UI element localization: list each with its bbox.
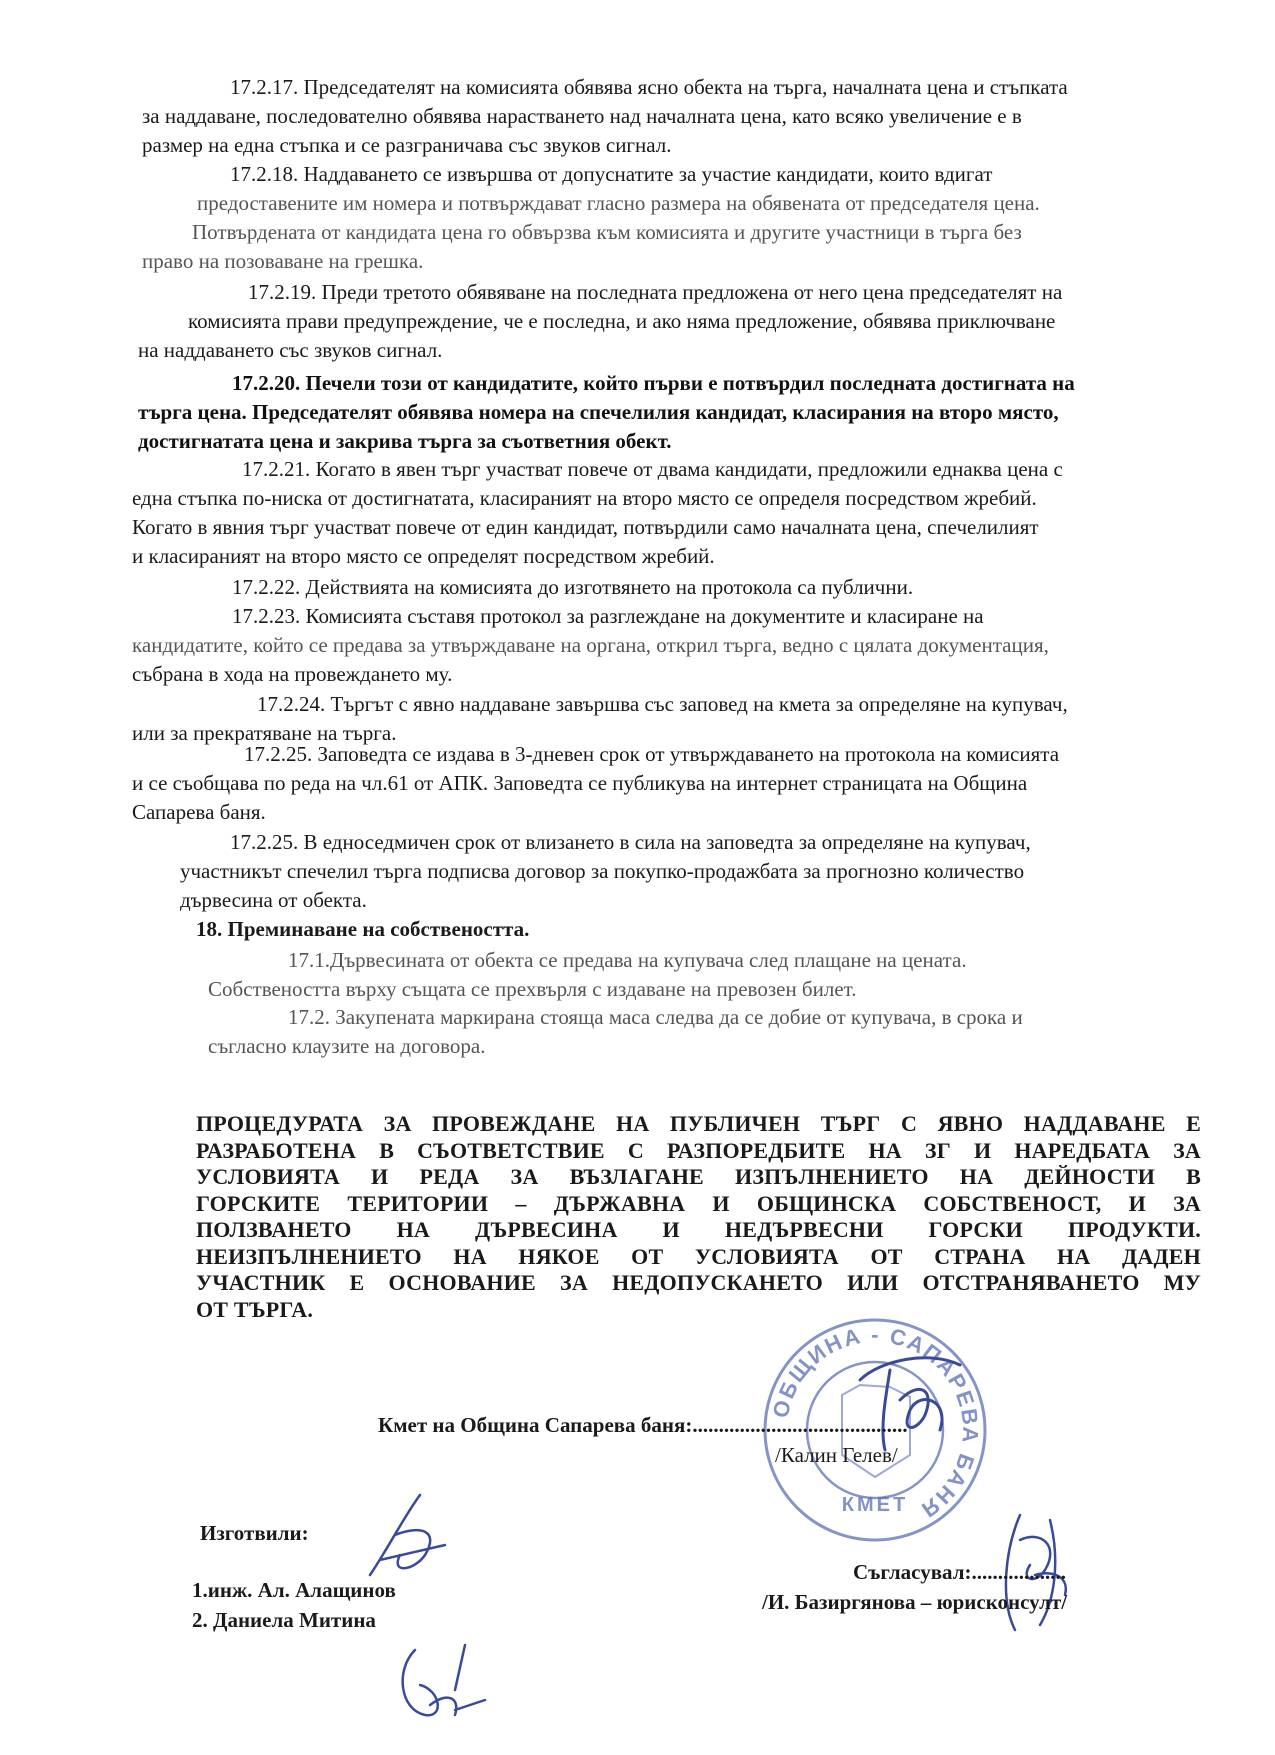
text-line: предоставените им номера и потвърждават гласно размера на обявената от председателя цена. (197, 191, 1040, 215)
text-line: събрана в хода на провеждането му. (132, 662, 453, 686)
text-line: 17.2.24. Търгът с явно наддаване завършва със заповед на кмета за определяне на купувач, (257, 692, 1068, 716)
text-line: съгласно клаузите на договора. (208, 1034, 486, 1058)
notice-line: НЕИЗПЪЛНЕНИЕТО НА НЯКОЕ ОТ УСЛОВИЯТА ОТ СТРАНА НА ДАДЕН (196, 1243, 1201, 1269)
text-line: кандидатите, който се предава за утвърждаване на органа, открил търга, ведно с цялата документация, (132, 633, 1049, 657)
procedure-notice (196, 1111, 1201, 1323)
text-line: право на позоваване на грешка. (142, 249, 424, 273)
text-line: Собствеността върху същата се прехвърля с издаване на превозен билет. (208, 977, 857, 1001)
paragraph-17-2 (208, 1003, 1198, 1061)
text-line: 17.2.25. В едноседмичен срок от влизането в сила на заповедта за определяне на купувач, (230, 830, 1031, 854)
text-line: Потвърдената от кандидата цена го обвързва към комисията и другите участници в търга без (192, 220, 1022, 244)
text-line: 17.2.21. Когато в явен търг участват повече от двама кандидати, предложили еднаква цена с (242, 457, 1063, 481)
text-line: 17.2.18. Наддаването се извършва от допуснатите за участие кандидати, които вдигат (230, 162, 993, 186)
text-line: дървесина от обекта. (180, 888, 367, 912)
text-line: Сапарева баня. (132, 800, 266, 824)
notice-line: РАЗРАБОТЕНА В СЪОТВЕТСТВИЕ С РАЗПОРЕДБИТЕ НА ЗГ И НАРЕДБАТА ЗА (196, 1137, 1201, 1163)
prepared-by-label: Изготвили: (200, 1521, 309, 1545)
paragraph-17-2-19 (138, 278, 1248, 365)
text-line: или за прекратяване на търга. (132, 721, 397, 745)
paragraph-17-2-20 (138, 369, 1248, 456)
text-line: и се съобщава по реда на чл.61 от АПК. Заповедта се публикува на интернет страницата на Община (132, 771, 1028, 795)
notice-line: ГОРСКИТЕ ТЕРИТОРИИ – ДЪРЖАВНА И ОБЩИНСКА СОБСТВЕНОСТ, И ЗА (196, 1190, 1201, 1216)
text-line: и класираният на второ място се определят посредством жребий. (132, 544, 715, 568)
stamp-center-text: КМЕТ (841, 1494, 909, 1516)
notice-line: УЧАСТНИК Е ОСНОВАНИЕ ЗА НЕДОПУСКАНЕТО ИЛИ ОТСТРАНЯВАНЕТО МУ (196, 1270, 1201, 1295)
preparer-2: 2. Даниела Митина (192, 1608, 376, 1632)
text-line: търга цена. Председателят обявява номера на спечелилия кандидат, класирания на второ място, (138, 400, 1059, 424)
notice-line: ПРОЦЕДУРАТА ЗА ПРОВЕЖДАНЕ НА ПУБЛИЧЕН ТЪРГ С ЯВНО НАДДАВАНЕ Е (196, 1111, 1201, 1136)
paragraph-17-2-25b (180, 828, 1200, 915)
text-line: комисията прави предупреждение, че е последна, и ако няма предложение, обявява приключване (188, 309, 1056, 333)
text-line: размер на една стъпка и се разграничава със звуков сигнал. (142, 133, 672, 157)
preparer-2-signature (385, 1630, 505, 1730)
notice-line: УСЛОВИЯТА И РЕДА ЗА ВЪЗЛАГАНЕ ИЗПЪЛНЕНИЕТО НА ДЕЙНОСТИ В (196, 1164, 1201, 1189)
paragraph-17-2-17 (142, 73, 1252, 160)
mayor-name: /Калин Гелев/ (775, 1443, 898, 1467)
paragraph-17-2-25a (132, 740, 1247, 827)
text-line: участникът спечелил търга подписва договор за покупко-продажбата за прогнозно количество (180, 859, 1025, 883)
text-line: на наддаването със звуков сигнал. (138, 338, 443, 362)
agreed-by-name: /И. Базиргянова – юрисконсулт/ (762, 1590, 1068, 1614)
text-line: една стъпка по-ниска от достигнатата, класираният на второ място се определя посредством жребий. (132, 486, 1037, 510)
notice-line: ПОЛЗВАНЕТО НА ДЪРВЕСИНА И НЕДЪРВЕСНИ ГОРСКИ ПРОДУКТИ. (196, 1217, 1201, 1242)
mayor-signature (840, 1340, 990, 1460)
text-line: Когато в явния търг участват повече от един кандидат, потвърдили само началната цена, спечелилият (132, 515, 1039, 539)
section-18-heading: 18. Преминаване на собствеността. (196, 917, 530, 941)
text-line: 17.2.17. Председателят на комисията обявява ясно обекта на търга, началната цена и стъпката (230, 75, 1068, 99)
paragraph-17-2-18 (142, 160, 1252, 276)
text-line: 17.2.20. Печели този от кандидатите, който първи е потвърдил последната достигната на (232, 371, 1075, 395)
agreed-by-label: Съгласувал:.................. (853, 1560, 1067, 1584)
text-line: 17.2.22. Действията на комисията до изготвянето на протокола са публични. (232, 575, 914, 599)
text-line: 17.1.Дървесината от обекта се предава на купувача след плащане на цената. (288, 948, 967, 972)
text-line: 17.2.25. Заповедта се издава в 3-дневен срок от утвърждаването на протокола на комисията (244, 742, 1060, 766)
preparer-1: 1.инж. Ал. Алащинов (192, 1578, 396, 1602)
text-line: за наддаване, последователно обявява нарастването над началната цена, като всяко увеличение е в (142, 104, 1022, 128)
paragraph-17-1 (208, 946, 1198, 1004)
paragraph-17-2-23 (132, 602, 1247, 689)
text-line: достигнатата цена и закрива търга за съответния обект. (138, 429, 672, 453)
paragraph-17-2-22 (232, 573, 1132, 602)
mayor-label: Кмет на Община Сапарева баня:......................................... (378, 1413, 908, 1437)
text-line: 17.2. Закупената маркирана стояща маса следва да се добие от купувача, в срока и (288, 1005, 1023, 1029)
text-line: 17.2.23. Комисията съставя протокол за разглеждане на документите и класиране на (232, 604, 984, 628)
notice-line: ОТ ТЪРГА. (196, 1296, 314, 1322)
text-line: 17.2.19. Преди третото обявяване на последната предложена от него цена председателят на (248, 280, 1063, 304)
stamp-ring-text: ОБЩИНА - САПАРЕВА БАНЯ (767, 1321, 984, 1524)
paragraph-17-2-21 (132, 455, 1247, 571)
